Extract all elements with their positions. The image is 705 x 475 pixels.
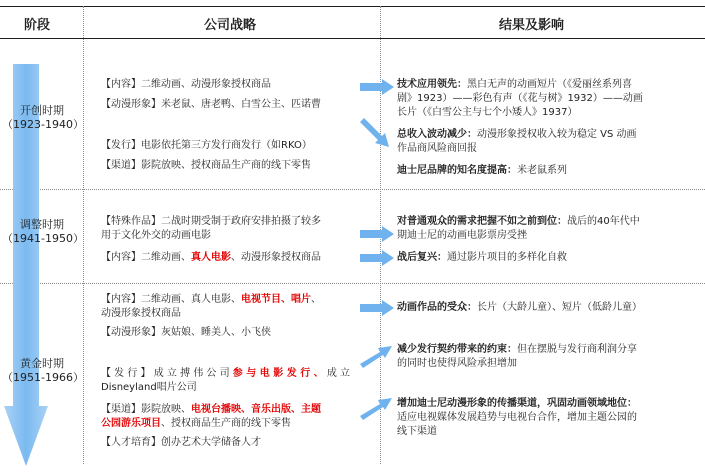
period-years: （1941-1950） <box>2 232 84 245</box>
highlight-text: 参 与 电 影 发 行 、 <box>232 368 324 379</box>
strategy-p2-special: 【特殊作品】二战时期受制于政府安排拍摄了较多 用于文化外交的动画电影 <box>101 216 321 241</box>
result-p3-audience: 动画作品的受众：长片（大龄儿童）、短片（低龄儿童） <box>397 302 642 313</box>
strategy-p1-characters: 【动漫形象】米老鼠、唐老鸭、白雪公主、匹诺曹 <box>101 99 321 110</box>
header-result: 结果及影响 <box>499 18 565 33</box>
row-divider-2 <box>0 283 705 284</box>
header-bottom-rule <box>0 38 705 39</box>
result-p1-brand: 迪士尼品牌的知名度提高：米老鼠系列 <box>397 165 567 176</box>
header-stage: 阶段 <box>24 18 51 33</box>
period-golden <box>2 357 82 385</box>
arrow-right-icon <box>360 250 394 266</box>
row-divider-1 <box>0 189 705 190</box>
period-founding <box>2 104 82 132</box>
strategy-p2-content: 【内容】二维动画、真人电影、动漫形象授权商品 <box>101 252 321 263</box>
header-strategy: 公司战略 <box>204 18 257 33</box>
period-years: （1951-1966） <box>2 371 84 384</box>
result-p2-audience: 对普通观众的需求把握不如之前到位：战后的40年代中 期迪士尼的动画电影票房受挫 <box>397 216 640 241</box>
arrow-right-icon <box>360 79 394 95</box>
strategy-p3-channel: 【渠道】影院放映、电视台播映、音乐出版、主题 公园游乐项目、授权商品生产商的线下零售 <box>101 404 321 429</box>
arrow-right-icon <box>360 300 394 316</box>
strategy-p3-release: 【 发 行 】 成 立 搏 伟 公 司 参 与 电 影 发 行 、 成 立 Disneyland唱片公司 <box>101 368 351 393</box>
strategy-p1-release: 【发行】电影依托第三方发行商发行（如RKO） <box>101 140 312 151</box>
strategy-p1-channel: 【渠道】影院放映、授权商品生产商的线下零售 <box>101 160 311 171</box>
strategy-p3-characters: 【动漫形象】灰姑娘、睡美人、小飞侠 <box>101 327 271 338</box>
result-p3-distribution: 减少发行契约带来的约束：但在摆脱与发行商利润分享 的同时也使得风险承担增加 <box>397 344 637 369</box>
arrow-down-right-icon <box>360 118 392 150</box>
strategy-p3-talent: 【人才培育】创办艺术大学储备人才 <box>101 437 261 448</box>
arrow-up-right-icon <box>360 396 392 420</box>
result-p2-revival: 战后复兴：通过影片项目的多样化自救 <box>397 252 567 263</box>
highlight-text: 电视节目、唱片 <box>241 294 311 305</box>
result-p1-tech: 技术应用领先：黑白无声的动画短片（《爱丽丝系列喜 剧》1923）——彩色有声（《花与树》1932）——动画 长片（《白雪公主与七个小矮人》1937） <box>397 79 643 118</box>
highlight-text: 公园游乐项目 <box>101 418 161 429</box>
period-name: 黄金时期 <box>20 357 64 370</box>
header-top-rule <box>0 6 705 7</box>
highlight-text: 电视台播映、音乐出版、主题 <box>191 404 321 415</box>
result-p1-revenue: 总收入波动减少：动漫形象授权收入较为稳定 VS 动画 作品商风险商回报 <box>397 129 637 154</box>
strategy-p1-content: 【内容】二维动画、动漫形象授权商品 <box>101 79 271 90</box>
arrow-up-right-icon <box>360 344 392 368</box>
strategy-p3-content: 【内容】二维动画、真人电影、电视节目、唱片、 动漫形象授权商品 <box>101 294 321 319</box>
period-name: 开创时期 <box>20 104 64 117</box>
period-name: 调整时期 <box>20 218 64 231</box>
period-adjustment <box>2 218 82 246</box>
arrow-right-icon <box>360 226 394 242</box>
period-years: （1923-1940） <box>2 118 84 131</box>
highlight-text: 真人电影 <box>191 252 231 263</box>
result-p3-channels: 增加迪士尼动漫形象的传播渠道，巩固动画领域地位： 适应电视媒体发展趋势与电视台合作，增加主题公园的 线下渠道 <box>397 398 637 437</box>
